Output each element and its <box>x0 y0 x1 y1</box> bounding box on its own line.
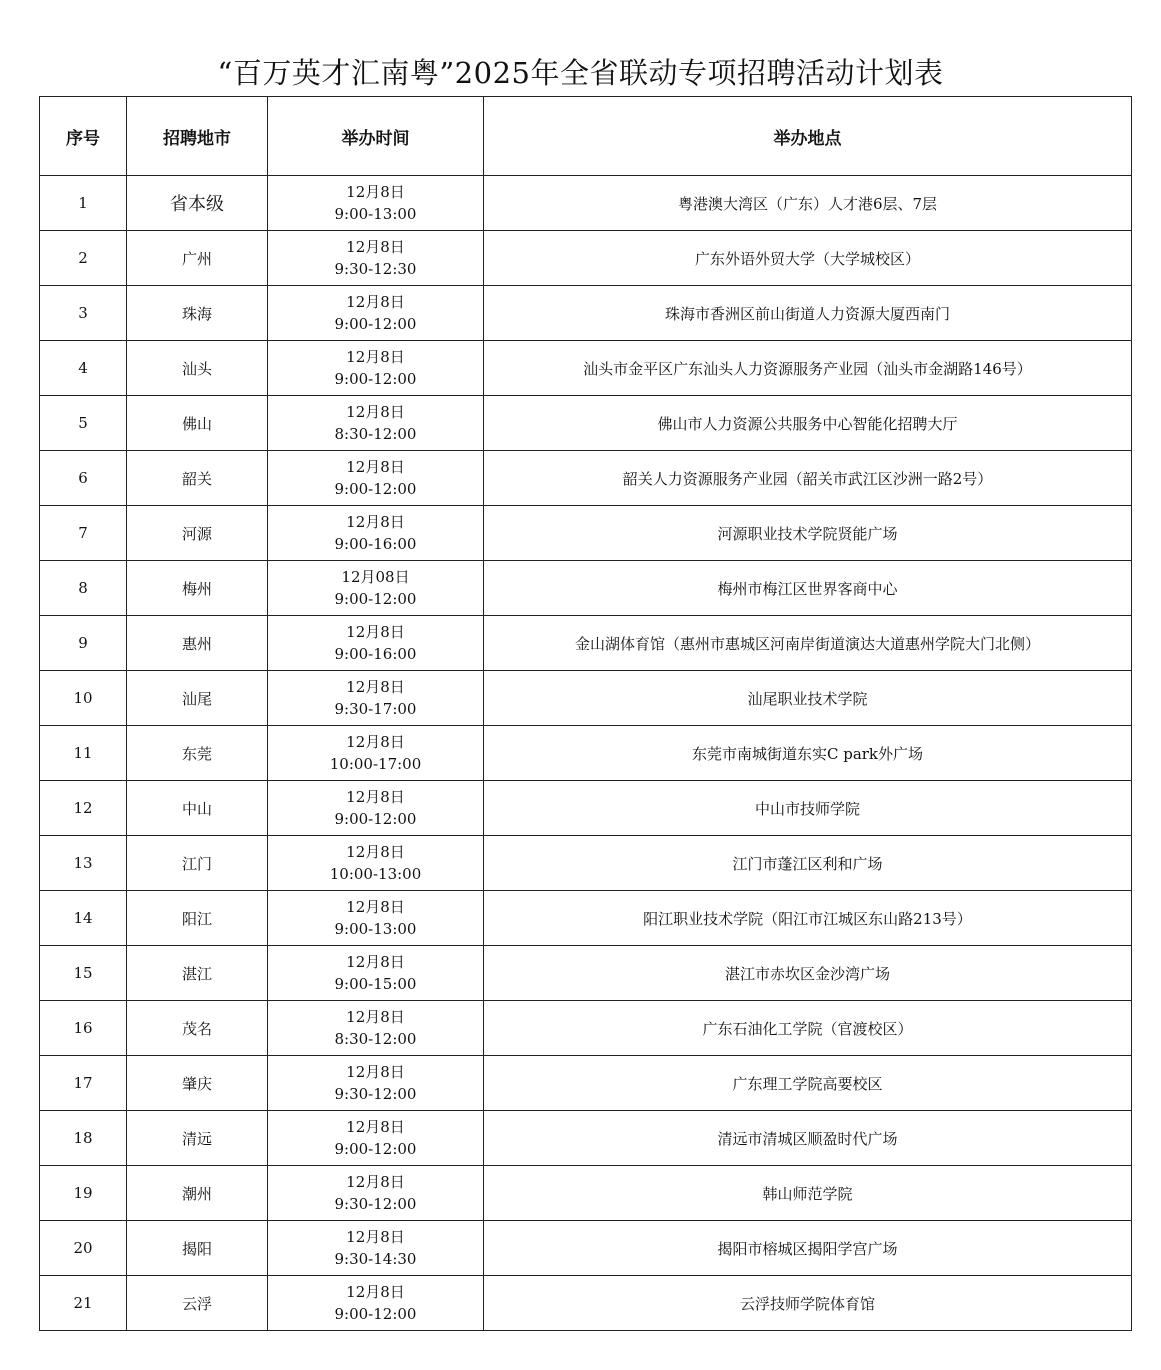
row-index: 1 <box>40 176 127 231</box>
row-index: 10 <box>40 671 127 726</box>
row-hours: 8:30-12:00 <box>334 1030 417 1048</box>
row-hours: 8:30-12:00 <box>334 425 417 443</box>
row-time-cell <box>268 1001 484 1056</box>
row-date: 12月8日 <box>346 403 405 421</box>
row-venue: 揭阳市榕城区揭阳学宫广场 <box>484 1221 1132 1276</box>
row-date: 12月8日 <box>346 1283 405 1301</box>
row-date: 12月8日 <box>346 733 405 751</box>
table-row <box>40 451 1132 506</box>
table-row <box>40 781 1132 836</box>
row-index: 19 <box>40 1166 127 1221</box>
row-date: 12月8日 <box>346 1228 405 1246</box>
row-date: 12月8日 <box>346 623 405 641</box>
row-index: 2 <box>40 231 127 286</box>
row-city: 惠州 <box>127 616 268 671</box>
header-city: 招聘地市 <box>127 97 268 176</box>
row-index: 4 <box>40 341 127 396</box>
row-city: 中山 <box>127 781 268 836</box>
row-time-cell <box>268 176 484 231</box>
table-row <box>40 1001 1132 1056</box>
table-row <box>40 891 1132 946</box>
row-date: 12月8日 <box>346 898 405 916</box>
row-time-cell <box>268 286 484 341</box>
table-row <box>40 231 1132 286</box>
row-hours: 9:30-12:30 <box>334 260 417 278</box>
row-venue: 梅州市梅江区世界客商中心 <box>484 561 1132 616</box>
row-date: 12月8日 <box>346 953 405 971</box>
row-hours: 10:00-13:00 <box>329 865 422 883</box>
table-row <box>40 506 1132 561</box>
row-time-cell <box>268 946 484 1001</box>
row-index: 15 <box>40 946 127 1001</box>
row-city: 揭阳 <box>127 1221 268 1276</box>
row-hours: 9:00-12:00 <box>334 1140 417 1158</box>
row-index: 8 <box>40 561 127 616</box>
row-city: 清远 <box>127 1111 268 1166</box>
row-venue: 广东石油化工学院（官渡校区） <box>484 1001 1132 1056</box>
row-time-cell <box>268 836 484 891</box>
row-date: 12月8日 <box>346 458 405 476</box>
table-row <box>40 671 1132 726</box>
row-date: 12月8日 <box>346 678 405 696</box>
table-row <box>40 946 1132 1001</box>
row-city: 韶关 <box>127 451 268 506</box>
row-time-cell <box>268 231 484 286</box>
row-date: 12月08日 <box>341 568 410 586</box>
row-time-cell <box>268 671 484 726</box>
row-time-cell <box>268 891 484 946</box>
row-date: 12月8日 <box>346 788 405 806</box>
row-index: 21 <box>40 1276 127 1331</box>
row-hours: 9:00-12:00 <box>334 590 417 608</box>
row-date: 12月8日 <box>346 1008 405 1026</box>
row-time-cell <box>268 1111 484 1166</box>
table-row <box>40 341 1132 396</box>
row-index: 16 <box>40 1001 127 1056</box>
row-venue: 汕头市金平区广东汕头人力资源服务产业园（汕头市金湖路146号） <box>484 341 1132 396</box>
row-city: 珠海 <box>127 286 268 341</box>
row-time-cell <box>268 506 484 561</box>
table-row <box>40 396 1132 451</box>
row-time-cell <box>268 781 484 836</box>
row-city: 肇庆 <box>127 1056 268 1111</box>
row-city: 省本级 <box>127 176 268 231</box>
row-date: 12月8日 <box>346 348 405 366</box>
row-index: 17 <box>40 1056 127 1111</box>
row-time-cell <box>268 726 484 781</box>
row-venue: 东莞市南城街道东实C park外广场 <box>484 726 1132 781</box>
row-city: 佛山 <box>127 396 268 451</box>
row-hours: 9:30-12:00 <box>334 1195 417 1213</box>
row-venue: 河源职业技术学院贤能广场 <box>484 506 1132 561</box>
row-index: 20 <box>40 1221 127 1276</box>
row-date: 12月8日 <box>346 1173 405 1191</box>
row-date: 12月8日 <box>346 238 405 256</box>
row-time-cell <box>268 561 484 616</box>
row-venue: 汕尾职业技术学院 <box>484 671 1132 726</box>
table-row <box>40 1111 1132 1166</box>
row-city: 广州 <box>127 231 268 286</box>
row-time-cell <box>268 616 484 671</box>
table-row <box>40 176 1132 231</box>
row-city: 梅州 <box>127 561 268 616</box>
row-date: 12月8日 <box>346 843 405 861</box>
row-hours: 9:00-12:00 <box>334 315 417 333</box>
row-hours: 9:00-16:00 <box>334 535 417 553</box>
row-time-cell <box>268 1276 484 1331</box>
row-hours: 9:00-12:00 <box>334 1305 417 1323</box>
row-time-cell <box>268 1221 484 1276</box>
row-city: 湛江 <box>127 946 268 1001</box>
row-date: 12月8日 <box>346 513 405 531</box>
row-venue: 佛山市人力资源公共服务中心智能化招聘大厅 <box>484 396 1132 451</box>
row-time-cell <box>268 1056 484 1111</box>
row-venue: 阳江职业技术学院（阳江市江城区东山路213号） <box>484 891 1132 946</box>
row-time-cell <box>268 341 484 396</box>
row-index: 13 <box>40 836 127 891</box>
table-row <box>40 286 1132 341</box>
row-date: 12月8日 <box>346 293 405 311</box>
row-index: 5 <box>40 396 127 451</box>
table-row <box>40 1276 1132 1331</box>
row-time-cell <box>268 396 484 451</box>
row-index: 3 <box>40 286 127 341</box>
row-index: 9 <box>40 616 127 671</box>
table-row <box>40 1056 1132 1111</box>
row-venue: 韩山师范学院 <box>484 1166 1132 1221</box>
table-row <box>40 836 1132 891</box>
page-title: “百万英才汇南粤”2025年全省联动专项招聘活动计划表 <box>217 56 944 90</box>
header-index: 序号 <box>40 97 127 176</box>
row-city: 茂名 <box>127 1001 268 1056</box>
row-venue: 云浮技师学院体育馆 <box>484 1276 1132 1331</box>
table-row <box>40 1166 1132 1221</box>
row-hours: 9:30-17:00 <box>334 700 417 718</box>
table-body <box>40 176 1132 1331</box>
row-venue: 中山市技师学院 <box>484 781 1132 836</box>
row-time-cell <box>268 1166 484 1221</box>
row-hours: 9:00-15:00 <box>334 975 417 993</box>
table-header-row <box>40 97 1132 176</box>
row-date: 12月8日 <box>346 1063 405 1081</box>
row-hours: 9:00-12:00 <box>334 810 417 828</box>
row-venue: 韶关人力资源服务产业园（韶关市武江区沙洲一路2号） <box>484 451 1132 506</box>
row-city: 云浮 <box>127 1276 268 1331</box>
row-venue: 江门市蓬江区利和广场 <box>484 836 1132 891</box>
row-city: 潮州 <box>127 1166 268 1221</box>
row-city: 阳江 <box>127 891 268 946</box>
table-row <box>40 1221 1132 1276</box>
row-hours: 9:00-13:00 <box>334 920 417 938</box>
row-index: 6 <box>40 451 127 506</box>
recruitment-plan-table <box>39 96 1132 1331</box>
row-venue: 金山湖体育馆（惠州市惠城区河南岸街道演达大道惠州学院大门北侧） <box>484 616 1132 671</box>
table-row <box>40 616 1132 671</box>
header-time: 举办时间 <box>268 97 484 176</box>
row-city: 东莞 <box>127 726 268 781</box>
row-index: 11 <box>40 726 127 781</box>
row-date: 12月8日 <box>346 1118 405 1136</box>
row-hours: 9:00-13:00 <box>334 205 417 223</box>
row-index: 14 <box>40 891 127 946</box>
row-index: 7 <box>40 506 127 561</box>
table-row <box>40 726 1132 781</box>
row-hours: 9:30-12:00 <box>334 1085 417 1103</box>
row-hours: 9:00-12:00 <box>334 370 417 388</box>
row-city: 江门 <box>127 836 268 891</box>
row-venue: 粤港澳大湾区（广东）人才港6层、7层 <box>484 176 1132 231</box>
row-index: 12 <box>40 781 127 836</box>
row-venue: 广东理工学院高要校区 <box>484 1056 1132 1111</box>
row-venue: 清远市清城区顺盈时代广场 <box>484 1111 1132 1166</box>
row-city: 河源 <box>127 506 268 561</box>
row-hours: 10:00-17:00 <box>329 755 422 773</box>
table-row <box>40 561 1132 616</box>
row-venue: 广东外语外贸大学（大学城校区） <box>484 231 1132 286</box>
row-date: 12月8日 <box>346 183 405 201</box>
row-time-cell <box>268 451 484 506</box>
row-city: 汕尾 <box>127 671 268 726</box>
row-index: 18 <box>40 1111 127 1166</box>
row-city: 汕头 <box>127 341 268 396</box>
row-venue: 湛江市赤坎区金沙湾广场 <box>484 946 1132 1001</box>
row-hours: 9:00-12:00 <box>334 480 417 498</box>
row-hours: 9:30-14:30 <box>334 1250 417 1268</box>
header-venue: 举办地点 <box>484 97 1132 176</box>
row-venue: 珠海市香洲区前山街道人力资源大厦西南门 <box>484 286 1132 341</box>
row-hours: 9:00-16:00 <box>334 645 417 663</box>
